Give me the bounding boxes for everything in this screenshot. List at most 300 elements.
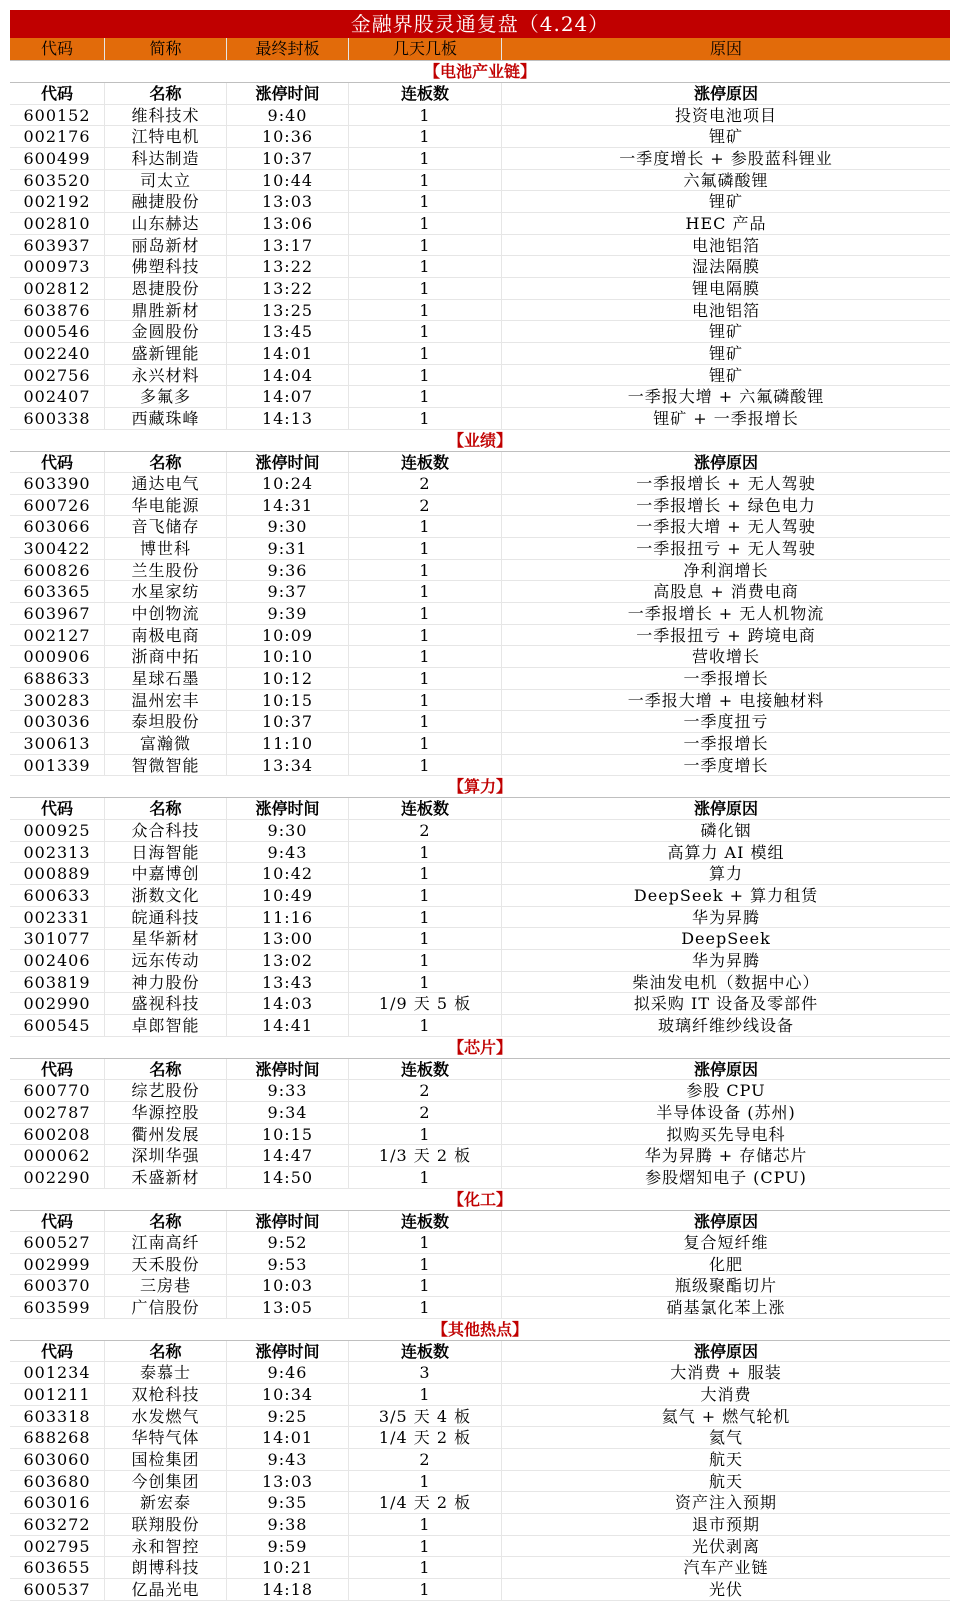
cell-board-count: 1 — [349, 581, 502, 602]
column-header-row — [10, 1341, 950, 1363]
cell-limit-time: 10:44 — [227, 170, 349, 191]
cell-limit-time: 9:43 — [227, 1449, 349, 1470]
cell-code: 000889 — [10, 863, 105, 884]
cell-code: 603272 — [10, 1514, 105, 1535]
cell-name: 华特气体 — [105, 1427, 227, 1448]
cell-code: 600826 — [10, 560, 105, 581]
cell-code: 603318 — [10, 1406, 105, 1427]
header-final-seal: 最终封板 — [227, 38, 349, 60]
cell-reason: 锂电隔膜 — [691, 278, 760, 298]
cell-name: 众合科技 — [105, 820, 227, 841]
table-row — [10, 321, 950, 343]
cell-limit-time: 9:30 — [227, 516, 349, 537]
cell-limit-time: 10:37 — [227, 148, 349, 169]
table-row — [10, 842, 950, 864]
cell-board-count: 1 — [349, 1275, 502, 1296]
column-header-board-count: 连板数 — [349, 452, 502, 473]
cell-board-count: 1 — [349, 256, 502, 277]
cell-board-count: 1 — [349, 538, 502, 559]
cell-reason: 退市预期 — [691, 1515, 760, 1535]
column-header-limit-time: 涨停时间 — [227, 1059, 349, 1080]
cell-name: 深圳华强 — [105, 1145, 227, 1166]
column-header-board-count: 连板数 — [349, 83, 502, 104]
cell-limit-time: 14:07 — [227, 386, 349, 407]
cell-code: 003036 — [10, 711, 105, 732]
cell-limit-time: 9:31 — [227, 538, 349, 559]
cell-name: 永兴材料 — [105, 365, 227, 386]
cell-code: 603937 — [10, 235, 105, 256]
cell-board-count: 1 — [349, 1015, 502, 1036]
cell-reason: 一季报增长 + 无人驾驶 — [636, 474, 816, 494]
cell-board-count: 1 — [349, 1471, 502, 1492]
cell-reason: 华为昇腾 — [691, 907, 760, 927]
table-row — [10, 1449, 950, 1471]
cell-reason: 瓶级聚酯切片 — [674, 1276, 777, 1296]
cell-name: 远东传动 — [105, 950, 227, 971]
column-header-name: 名称 — [105, 452, 227, 473]
cell-code: 603365 — [10, 581, 105, 602]
cell-limit-time: 13:05 — [227, 1297, 349, 1318]
cell-reason: 一季报增长 + 无人机物流 — [627, 604, 825, 624]
table-row — [10, 820, 950, 842]
cell-name: 多氟多 — [105, 386, 227, 407]
table-row — [10, 1145, 950, 1167]
cell-board-count: 1/4 天 2 板 — [349, 1492, 502, 1513]
cell-reason: 参股 CPU — [686, 1081, 766, 1101]
cell-reason: 一季报大增 + 电接触材料 — [627, 690, 825, 710]
column-header-board-count: 连板数 — [349, 1211, 502, 1232]
cell-code: 002176 — [10, 126, 105, 147]
table-row — [10, 972, 950, 994]
cell-name: 水发燃气 — [105, 1406, 227, 1427]
column-header-reason: 涨停原因 — [693, 84, 758, 103]
cell-code: 002999 — [10, 1254, 105, 1275]
table-row — [10, 885, 950, 907]
cell-code: 600152 — [10, 105, 105, 126]
cell-limit-time: 13:22 — [227, 256, 349, 277]
cell-board-count: 1 — [349, 235, 502, 256]
cell-reason: 算力 — [708, 864, 743, 884]
cell-board-count: 2 — [349, 1080, 502, 1101]
table-row — [10, 1536, 950, 1558]
cell-name: 神力股份 — [105, 972, 227, 993]
cell-board-count: 1 — [349, 1514, 502, 1535]
table-row — [10, 213, 950, 235]
cell-limit-time: 9:34 — [227, 1102, 349, 1123]
table-row — [10, 365, 950, 387]
cell-code: 000906 — [10, 646, 105, 667]
cell-limit-time: 14:13 — [227, 408, 349, 429]
cell-reason: 一季报大增 + 无人驾驶 — [636, 517, 816, 537]
cell-code: 603819 — [10, 972, 105, 993]
cell-limit-time: 11:10 — [227, 733, 349, 754]
table-row — [10, 386, 950, 408]
cell-limit-time: 14:03 — [227, 993, 349, 1014]
cell-limit-time: 10:21 — [227, 1557, 349, 1578]
column-header-board-count: 连板数 — [349, 798, 502, 819]
cell-board-count: 1 — [349, 191, 502, 212]
cell-board-count: 1 — [349, 408, 502, 429]
cell-limit-time: 10:37 — [227, 711, 349, 732]
header-days-boards: 几天几板 — [349, 38, 502, 60]
cell-board-count: 1 — [349, 885, 502, 906]
cell-name: 广信股份 — [105, 1297, 227, 1318]
cell-reason: 一季报扭亏 + 无人驾驶 — [636, 539, 816, 559]
cell-reason: 磷化铟 — [700, 821, 752, 840]
table-row — [10, 1102, 950, 1124]
table-row — [10, 105, 950, 127]
cell-name: 博世科 — [105, 538, 227, 559]
cell-limit-time: 9:39 — [227, 603, 349, 624]
cell-limit-time: 10:42 — [227, 863, 349, 884]
cell-name: 泰坦股份 — [105, 711, 227, 732]
cell-board-count: 1 — [349, 950, 502, 971]
cell-reason: 一季度增长 + 参股蓝科锂业 — [619, 148, 833, 168]
cell-reason: 一季报大增 + 六氟磷酸锂 — [627, 387, 825, 407]
cell-board-count: 1 — [349, 1557, 502, 1578]
cell-reason: 拟购买先导电科 — [666, 1124, 786, 1144]
column-header-limit-time: 涨停时间 — [227, 1211, 349, 1232]
table-row — [10, 408, 950, 430]
cell-board-count: 3/5 天 4 板 — [349, 1406, 502, 1427]
cell-board-count: 1 — [349, 755, 502, 776]
column-header-name: 名称 — [105, 798, 227, 819]
cell-code: 600338 — [10, 408, 105, 429]
table-row — [10, 1124, 950, 1146]
table-row — [10, 560, 950, 582]
cell-limit-time: 13:03 — [227, 1471, 349, 1492]
cell-limit-time: 14:41 — [227, 1015, 349, 1036]
cell-board-count: 1 — [349, 343, 502, 364]
cell-reason: 高算力 AI 模组 — [667, 842, 785, 862]
cell-name: 金圆股份 — [105, 321, 227, 342]
cell-code: 600208 — [10, 1124, 105, 1145]
column-header-limit-time: 涨停时间 — [227, 798, 349, 819]
cell-reason: 华为昇腾 — [691, 950, 760, 970]
cell-name: 山东赫达 — [105, 213, 227, 234]
table-row — [10, 907, 950, 929]
cell-reason: 六氟磷酸锂 — [683, 170, 769, 190]
cell-limit-time: 13:17 — [227, 235, 349, 256]
cell-board-count: 1 — [349, 365, 502, 386]
cell-name: 朗博科技 — [105, 1557, 227, 1578]
table-row — [10, 516, 950, 538]
cell-code: 002240 — [10, 343, 105, 364]
cell-limit-time: 9:46 — [227, 1362, 349, 1383]
table-row — [10, 148, 950, 170]
cell-reason: 汽车产业链 — [683, 1558, 769, 1578]
header-code: 代码 — [10, 38, 105, 60]
table-row — [10, 1384, 950, 1406]
column-header-reason: 涨停原因 — [693, 452, 758, 472]
cell-reason: 光伏剥离 — [691, 1536, 760, 1556]
cell-reason: 锂矿 + 一季报增长 — [653, 408, 799, 428]
cell-code: 000062 — [10, 1145, 105, 1166]
cell-code: 002407 — [10, 386, 105, 407]
cell-code: 001339 — [10, 755, 105, 776]
cell-limit-time: 10:24 — [227, 473, 349, 494]
cell-code: 002127 — [10, 625, 105, 646]
cell-code: 603016 — [10, 1492, 105, 1513]
cell-reason: 一季报增长 — [683, 734, 769, 754]
cell-board-count: 1 — [349, 105, 502, 126]
cell-limit-time: 11:16 — [227, 907, 349, 928]
cell-reason: 锂矿 — [708, 365, 743, 385]
cell-name: 禾盛新材 — [105, 1167, 227, 1188]
cell-limit-time: 10:03 — [227, 1275, 349, 1296]
cell-board-count: 1 — [349, 972, 502, 993]
cell-code: 002812 — [10, 278, 105, 299]
cell-code: 688633 — [10, 668, 105, 689]
cell-board-count: 1 — [349, 278, 502, 299]
header-short-name: 简称 — [105, 38, 227, 60]
cell-board-count: 2 — [349, 473, 502, 494]
cell-code: 603390 — [10, 473, 105, 494]
cell-code: 002406 — [10, 950, 105, 971]
cell-limit-time: 9:59 — [227, 1536, 349, 1557]
cell-reason: 一季报扭亏 + 跨境电商 — [636, 625, 816, 645]
cell-name: 双枪科技 — [105, 1384, 227, 1405]
table-row — [10, 256, 950, 278]
cell-reason: 锂矿 — [708, 127, 743, 147]
table-row — [10, 1557, 950, 1579]
cell-name: 智微智能 — [105, 755, 227, 776]
cell-board-count: 1 — [349, 1579, 502, 1600]
cell-limit-time: 10:10 — [227, 646, 349, 667]
cell-limit-time: 13:06 — [227, 213, 349, 234]
cell-code: 002990 — [10, 993, 105, 1014]
cell-board-count: 1 — [349, 1232, 502, 1253]
cell-name: 皖通科技 — [105, 907, 227, 928]
section-title: 【化工】 — [10, 1189, 950, 1211]
table-row — [10, 993, 950, 1015]
column-header-limit-time: 涨停时间 — [227, 1341, 349, 1362]
cell-board-count: 1 — [349, 928, 502, 949]
cell-code: 603680 — [10, 1471, 105, 1492]
cell-limit-time: 14:18 — [227, 1579, 349, 1600]
cell-name: 西藏珠峰 — [105, 408, 227, 429]
column-header-code: 代码 — [10, 798, 105, 819]
cell-code: 600499 — [10, 148, 105, 169]
column-header-board-count: 连板数 — [349, 1341, 502, 1362]
table-row — [10, 581, 950, 603]
cell-reason: 一季度增长 — [683, 755, 769, 775]
cell-board-count: 1 — [349, 213, 502, 234]
cell-reason: 一季报增长 — [683, 669, 769, 689]
cell-limit-time: 14:01 — [227, 1427, 349, 1448]
cell-reason: 电池铝箔 — [691, 300, 760, 320]
table-row — [10, 1015, 950, 1037]
table-row — [10, 1232, 950, 1254]
table-row — [10, 625, 950, 647]
cell-board-count: 1/3 天 2 板 — [349, 1145, 502, 1166]
cell-reason: 一季报增长 + 绿色电力 — [636, 495, 816, 515]
cell-board-count: 1 — [349, 321, 502, 342]
column-header-row — [10, 83, 950, 105]
cell-code: 688268 — [10, 1427, 105, 1448]
table-row — [10, 1297, 950, 1319]
cell-reason: 大消费 — [700, 1385, 752, 1405]
cell-limit-time: 14:01 — [227, 343, 349, 364]
table-row — [10, 1275, 950, 1297]
cell-board-count: 1 — [349, 646, 502, 667]
cell-code: 300422 — [10, 538, 105, 559]
sheet-body — [10, 61, 950, 1601]
cell-name: 华源控股 — [105, 1102, 227, 1123]
cell-limit-time: 10:49 — [227, 885, 349, 906]
cell-code: 002787 — [10, 1102, 105, 1123]
table-row — [10, 646, 950, 668]
cell-board-count: 1 — [349, 625, 502, 646]
cell-board-count: 1 — [349, 170, 502, 191]
cell-board-count: 1 — [349, 1167, 502, 1188]
cell-limit-time: 10:12 — [227, 668, 349, 689]
cell-code: 603967 — [10, 603, 105, 624]
cell-board-count: 1 — [349, 300, 502, 321]
cell-limit-time: 9:52 — [227, 1232, 349, 1253]
cell-name: 日海智能 — [105, 842, 227, 863]
table-row — [10, 343, 950, 365]
cell-name: 南极电商 — [105, 625, 227, 646]
sheet-title: 金融界股灵通复盘（4.24） — [10, 10, 950, 38]
table-row — [10, 1514, 950, 1536]
table-row — [10, 603, 950, 625]
table-row — [10, 1167, 950, 1189]
cell-name: 华电能源 — [105, 495, 227, 516]
cell-board-count: 1 — [349, 668, 502, 689]
table-row — [10, 1471, 950, 1493]
cell-code: 002192 — [10, 191, 105, 212]
cell-limit-time: 13:22 — [227, 278, 349, 299]
cell-limit-time: 14:04 — [227, 365, 349, 386]
cell-name: 天禾股份 — [105, 1254, 227, 1275]
cell-name: 盛新锂能 — [105, 343, 227, 364]
table-row — [10, 126, 950, 148]
cell-name: 星球石墨 — [105, 668, 227, 689]
cell-code: 001211 — [10, 1384, 105, 1405]
cell-name: 中嘉博创 — [105, 863, 227, 884]
column-header-reason: 涨停原因 — [693, 1211, 758, 1231]
table-row — [10, 1492, 950, 1514]
cell-board-count: 1 — [349, 516, 502, 537]
table-row — [10, 928, 950, 950]
cell-reason: 玻璃纤维纱线设备 — [657, 1015, 794, 1035]
cell-board-count: 1 — [349, 907, 502, 928]
table-row — [10, 711, 950, 733]
table-row — [10, 755, 950, 777]
table-row — [10, 668, 950, 690]
cell-name: 综艺股份 — [105, 1080, 227, 1101]
cell-reason: 高股息 + 消费电商 — [653, 582, 799, 602]
column-header-code: 代码 — [10, 83, 105, 104]
cell-limit-time: 9:36 — [227, 560, 349, 581]
cell-reason: 锂矿 — [708, 322, 743, 342]
cell-limit-time: 9:40 — [227, 105, 349, 126]
cell-board-count: 2 — [349, 1449, 502, 1470]
column-header-row — [10, 798, 950, 820]
cell-reason: 净利润增长 — [683, 560, 769, 580]
table-row — [10, 473, 950, 495]
cell-reason: 柴油发电机（数据中心） — [632, 972, 820, 992]
cell-reason: 锂矿 — [708, 192, 743, 212]
cell-name: 丽岛新材 — [105, 235, 227, 256]
cell-name: 永和智控 — [105, 1536, 227, 1557]
cell-limit-time: 13:43 — [227, 972, 349, 993]
cell-code: 603876 — [10, 300, 105, 321]
cell-name: 司太立 — [105, 170, 227, 191]
cell-reason: 航天 — [708, 1450, 743, 1470]
cell-limit-time: 13:00 — [227, 928, 349, 949]
column-header-code: 代码 — [10, 452, 105, 473]
table-row — [10, 950, 950, 972]
cell-limit-time: 9:33 — [227, 1080, 349, 1101]
column-header-limit-time: 涨停时间 — [227, 83, 349, 104]
cell-reason: 氦气 — [708, 1428, 743, 1448]
cell-board-count: 1 — [349, 126, 502, 147]
cell-code: 600633 — [10, 885, 105, 906]
cell-code: 002313 — [10, 842, 105, 863]
column-header-name: 名称 — [105, 83, 227, 104]
cell-reason: 资产注入预期 — [674, 1493, 777, 1513]
cell-limit-time: 9:25 — [227, 1406, 349, 1427]
cell-code: 002810 — [10, 213, 105, 234]
column-header-name: 名称 — [105, 1211, 227, 1232]
cell-name: 今创集团 — [105, 1471, 227, 1492]
cell-limit-time: 14:31 — [227, 495, 349, 516]
cell-limit-time: 9:37 — [227, 581, 349, 602]
column-header-reason: 涨停原因 — [693, 1059, 758, 1079]
cell-code: 600527 — [10, 1232, 105, 1253]
cell-limit-time: 10:36 — [227, 126, 349, 147]
cell-reason: 大消费 + 服装 — [670, 1363, 782, 1383]
cell-board-count: 1 — [349, 733, 502, 754]
cell-reason: 锂矿 — [708, 343, 743, 363]
cell-name: 新宏泰 — [105, 1492, 227, 1513]
cell-code: 600770 — [10, 1080, 105, 1101]
cell-limit-time: 13:34 — [227, 755, 349, 776]
cell-reason: 投资电池项目 — [674, 105, 777, 125]
cell-board-count: 1 — [349, 1124, 502, 1145]
column-header-code: 代码 — [10, 1341, 105, 1362]
cell-reason: 半导体设备 (苏州) — [656, 1102, 796, 1122]
table-row — [10, 690, 950, 712]
cell-code: 000925 — [10, 820, 105, 841]
cell-board-count: 1 — [349, 1254, 502, 1275]
cell-reason: DeepSeek + 算力租赁 — [633, 885, 819, 905]
cell-reason: HEC 产品 — [685, 213, 767, 233]
cell-limit-time: 13:45 — [227, 321, 349, 342]
cell-board-count: 1 — [349, 386, 502, 407]
column-header-reason: 涨停原因 — [693, 799, 758, 819]
cell-limit-time: 14:50 — [227, 1167, 349, 1188]
table-row — [10, 495, 950, 517]
table-row — [10, 235, 950, 257]
cell-name: 三房巷 — [105, 1275, 227, 1296]
cell-board-count: 1 — [349, 690, 502, 711]
cell-code: 603060 — [10, 1449, 105, 1470]
cell-code: 002756 — [10, 365, 105, 386]
cell-name: 兰生股份 — [105, 560, 227, 581]
cell-name: 国检集团 — [105, 1449, 227, 1470]
cell-name: 浙数文化 — [105, 885, 227, 906]
cell-reason: 硝基氯化苯上涨 — [666, 1298, 786, 1318]
cell-code: 000546 — [10, 321, 105, 342]
cell-name: 联翔股份 — [105, 1514, 227, 1535]
cell-limit-time: 9:30 — [227, 820, 349, 841]
cell-board-count: 1 — [349, 1297, 502, 1318]
cell-limit-time: 9:38 — [227, 1514, 349, 1535]
cell-name: 江特电机 — [105, 126, 227, 147]
